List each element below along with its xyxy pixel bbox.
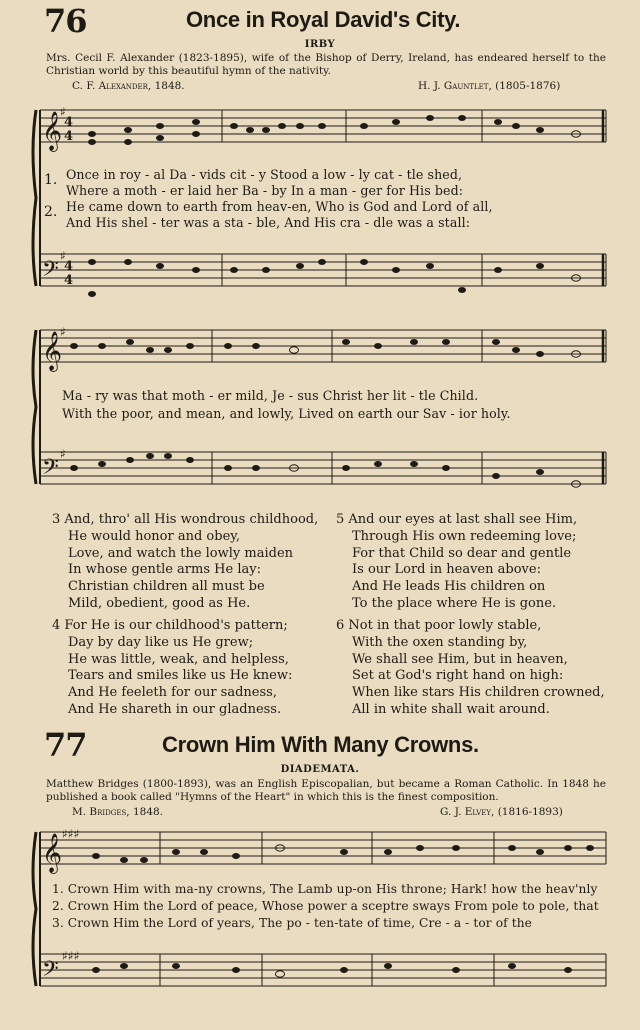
svg-text:𝄢: 𝄢 (42, 455, 59, 485)
staff-s3-bass (40, 954, 606, 986)
lyric-line: And His shel - ter was a sta - ble, And His cra - dle was a stall: (66, 215, 471, 230)
stanza-4: 4 For He is our childhood's pattern; Day by day like us He grew; He was little, weak, and helpless, Tears and smiles like us He knew: And He feeleth for our sadness, And He shareth in our gladness. (52, 618, 293, 717)
svg-text:𝄞: 𝄞 (42, 833, 63, 873)
staff-s2-treble (40, 330, 606, 362)
hymn-title-76: Once in Royal David's City. (186, 7, 461, 32)
tune-name-77: DIADEMATA. (280, 764, 360, 775)
svg-text:𝄞: 𝄞 (42, 331, 63, 371)
hymn-intro-77: Matthew Bridges (1800-1893), was an English Episcopalian, but became a Roman Catholic. In 1848 he published a book called "Hymns of the Heart" in which this is the finest composition. (46, 778, 606, 803)
staff-s2-bass (40, 452, 606, 484)
hymn-number-77: 77 (44, 726, 87, 764)
lyric-line: 3. Crown Him the Lord of years, The po - ten-tate of time, Cre - a - tor of the (52, 916, 532, 930)
svg-text:♯♯♯: ♯♯♯ (62, 949, 80, 963)
lyric-line: 2. Crown Him the Lord of peace, Whose power a sceptre sways From pole to pole, that (52, 899, 599, 913)
hymn-intro-76: Mrs. Cecil F. Alexander (1823-1895), wife of the Bishop of Derry, Ireland, has endeared herself to the Christian world by this beautiful hymn of the nativity. (46, 52, 606, 77)
stanza-6: 6 Not in that poor lowly stable, With the oxen standing by, We shall see Him, but in heaven, Set at God's right hand on high: When like stars His children crowned, All in white shall wait around. (336, 618, 605, 717)
composer-credit-76: H. J. Gauntlet, (1805-1876) (418, 80, 561, 92)
svg-text:♯♯♯: ♯♯♯ (62, 827, 80, 841)
composer-credit-77: G. J. Elvey, (1816-1893) (440, 806, 563, 818)
lyric-line: Ma - ry was that moth - er mild, Je - sus Christ her lit - tle Child. (62, 388, 479, 403)
lyric-line: Once in roy - al Da - vids cit - y Stood a low - ly cat - tle shed, (66, 167, 463, 182)
stanza-5: 5 And our eyes at last shall see Him, Through His own redeeming love; For that Child so dear and gentle Is our Lord in heaven above: And He leads His children on To the place where He is gone. (336, 512, 578, 611)
svg-text:♯: ♯ (60, 447, 66, 461)
verse-number-1: 1. (44, 172, 58, 188)
tune-name-76: IRBY (304, 39, 336, 50)
lyric-line: 1. Crown Him with ma-ny crowns, The Lamb up-on His throne; Hark! how the heav'nly (52, 882, 598, 896)
lyric-line: Where a moth - er laid her Ba - by In a man - ger for His bed: (66, 183, 464, 198)
verse-number-2: 2. (44, 204, 58, 220)
svg-text:𝄢: 𝄢 (42, 257, 59, 287)
svg-text:𝄢: 𝄢 (42, 957, 59, 987)
svg-text:4: 4 (64, 129, 74, 144)
stanza-3: 3 And, thro' all His wondrous childhood, He would honor and obey, Love, and watch the lowly maiden In whose gentle arms He lay: Christian children all must be Mild, obedient, good as He. (52, 512, 319, 611)
svg-text:4: 4 (64, 259, 74, 274)
svg-text:4: 4 (64, 273, 74, 288)
hymn-title-77: Crown Him With Many Crowns. (162, 732, 479, 757)
svg-text:♯: ♯ (60, 105, 66, 119)
author-credit-76: C. F. Alexander, 1848. (72, 80, 185, 92)
svg-text:♯: ♯ (60, 325, 66, 339)
hymn-number-76: 76 (44, 2, 87, 40)
svg-text:𝄞: 𝄞 (42, 111, 63, 151)
svg-text:4: 4 (64, 115, 74, 130)
svg-text:♯: ♯ (60, 249, 66, 263)
staff-s1-bass (40, 254, 606, 286)
lyric-line: He came down to earth from heav-en, Who is God and Lord of all, (66, 199, 493, 214)
author-credit-77: M. Bridges, 1848. (72, 806, 164, 818)
lyric-line: With the poor, and mean, and lowly, Lived on earth our Sav - ior holy. (62, 406, 511, 421)
